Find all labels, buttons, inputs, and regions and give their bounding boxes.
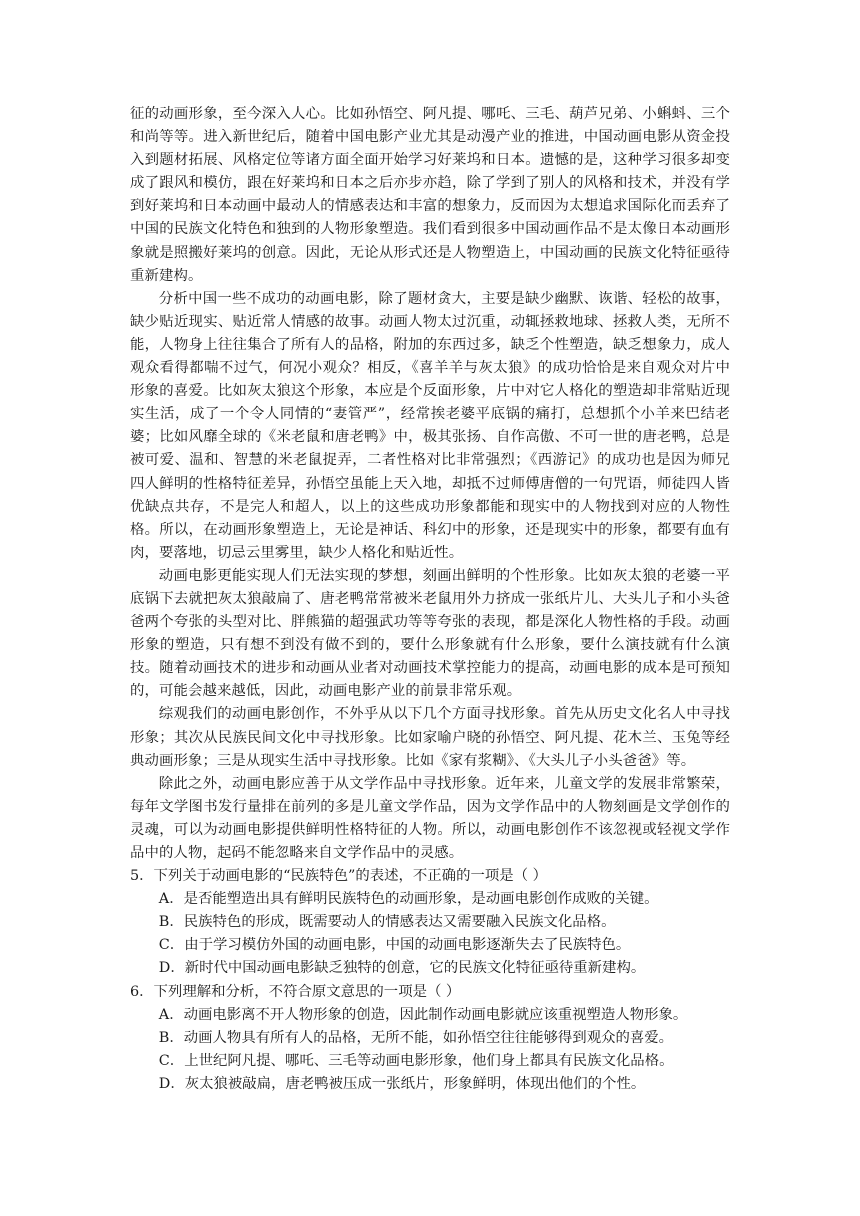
question-5-option-d: D．新时代中国动画电影缺乏独特的创意，它的民族文化特征亟待重新建构。	[158, 960, 646, 977]
question-block-6	[130, 981, 730, 1096]
passage-paragraph-1: 征的动画形象，至今深入人心。比如孙悟空、阿凡提、哪吒、三毛、葫芦兄弟、小蝌蚪、三个和尚等等。进入新世纪后，随着中国电影产业尤其是动漫产业的推进，中国动画电影从资金投入到题材拓展、风格定位等诸方面全面开始学习好莱坞和日本。遗憾的是，这种学习很多却变成了跟风和模仿，跟在好莱坞和日本之后亦步亦趋，除了学到了别人的风格和技术，并没有学到好莱坞和日本动画中最动人的情感表达和丰富的想象力，反而因为太想追求国际化而丢弃了中国的民族文化特色和独到的人物形象塑造。我们看到很多中国动画作品不是太像日本动画形象就是照搬好莱坞的创意。因此，无论从形式还是人物塑造上，中国动画的民族文化特征亟待重新建构。	[130, 106, 730, 284]
question-options-6	[130, 1004, 730, 1096]
question-5-option-b: B．民族特色的形成，既需要动人的情感表达又需要融入民族文化品格。	[158, 914, 616, 931]
passage-paragraph-3: 动画电影更能实现人们无法实现的梦想，刻画出鲜明的个性形象。比如灰太狼的老婆一平底锅下去就把灰太狼敲扁了、唐老鸭常常被米老鼠用外力挤成一张纸片儿、大头儿子和小头爸爸两个夸张的头型对比、胖熊猫的超强武功等等夸张的表现，都是深化人物性格的手段。动画形象的塑造，只有想不到没有做不到的，要什么形象就有什么形象，要什么演技就有什么演技。随着动画技术的进步和动画从业者对动画技术掌控能力的提高，动画电影的成本是可预知的，可能会越来越低，因此，动画电影产业的前景非常乐观。	[130, 567, 730, 700]
question-6-option-c: C．上世纪阿凡提、哪吒、三毛等动画电影形象，他们身上都具有民族文化品格。	[158, 1052, 674, 1069]
question-6-option-b: B．动画人物具有所有人的品格，无所不能，如孙悟空往往能够得到观众的喜爱。	[158, 1029, 674, 1046]
reading-passage	[130, 103, 730, 865]
passage-paragraph-5: 除此之外，动画电影应善于从文学作品中寻找形象。近年来，儿童文学的发展非常繁荣，每年文学图书发行量排在前列的多是儿童文学作品，因为文学作品中的人物刻画是文学创作的灵魂，可以为动画电影提供鲜明性格特征的人物。所以，动画电影创作不该忽视或轻视文学作品中的人物，起码不能忽略来自文学作品中的灵感。	[130, 775, 730, 861]
question-block-5	[130, 865, 730, 980]
question-options-5	[130, 888, 730, 980]
question-5-option-a: A．是否能塑造出具有鲜明民族特色的动画形象，是动画电影创作成败的关键。	[158, 891, 659, 908]
question-6-option-d: D．灰太狼被敲扁，唐老鸭被压成一张纸片，形象鲜明，体现出他们的个性。	[158, 1075, 646, 1092]
question-5-option-c: C．由于学习模仿外国的动画电影，中国的动画电影逐渐失去了民族特色。	[158, 937, 631, 954]
question-stem-5: 5．下列关于动画电影的“民族特色”的表述，不正确的一项是（ ）	[130, 868, 547, 885]
passage-paragraph-2: 分析中国一些不成功的动画电影，除了题材贪大，主要是缺少幽默、诙谐、轻松的故事，缺少贴近现实、贴近常人情感的故事。动画人物太过沉重，动辄拯救地球、拯救人类，无所不能，人物身上往往集合了所有人的品格，附加的东西过多，缺乏个性塑造，缺乏想象力，成人观众看得都喘不过气，何况小观众？相反，《喜羊羊与灰太狼》的成功恰恰是来自观众对片中形象的喜爱。比如灰太狼这个形象，本应是个反面形象，片中对它人格化的塑造却非常贴近现实生活，成了一个令人同情的“妻管严”，经常挨老婆平底锅的痛打，总想抓个小羊来巴结老婆；比如风靡全球的《米老鼠和唐老鸭》中，极其张扬、自作高傲、不可一世的唐老鸭，总是被可爱、温和、智慧的米老鼠捉弄，二者性格对比非常强烈；《西游记》的成功也是因为师兄四人鲜明的性格特征差异，孙悟空虽能上天入地，却抵不过师傅唐僧的一句咒语，师徒四人皆优缺点共存，不是完人和超人，以上的这些成功形象都能和现实中的人物找到对应的人物性格。所以，在动画形象塑造上，无论是神话、科幻中的形象，还是现实中的形象，都要有血有肉，要落地，切忌云里雾里，缺少人格化和贴近性。	[130, 290, 730, 561]
document-page	[130, 103, 730, 1096]
question-6-option-a: A．动画电影离不开人物形象的创造，因此制作动画电影就应该重视塑造人物形象。	[158, 1006, 688, 1023]
passage-paragraph-4: 综观我们的动画电影创作，不外乎从以下几个方面寻找形象。首先从历史文化名人中寻找形象；其次从民族民间文化中寻找形象。比如家喻户晓的孙悟空、阿凡提、花木兰、玉兔等经典动画形象；三是从现实生活中寻找形象。比如《家有浆糊》、《大头儿子小头爸爸》等。	[130, 706, 730, 769]
question-stem-6: 6．下列理解和分析，不符合原文意思的一项是（ ）	[130, 983, 461, 1000]
